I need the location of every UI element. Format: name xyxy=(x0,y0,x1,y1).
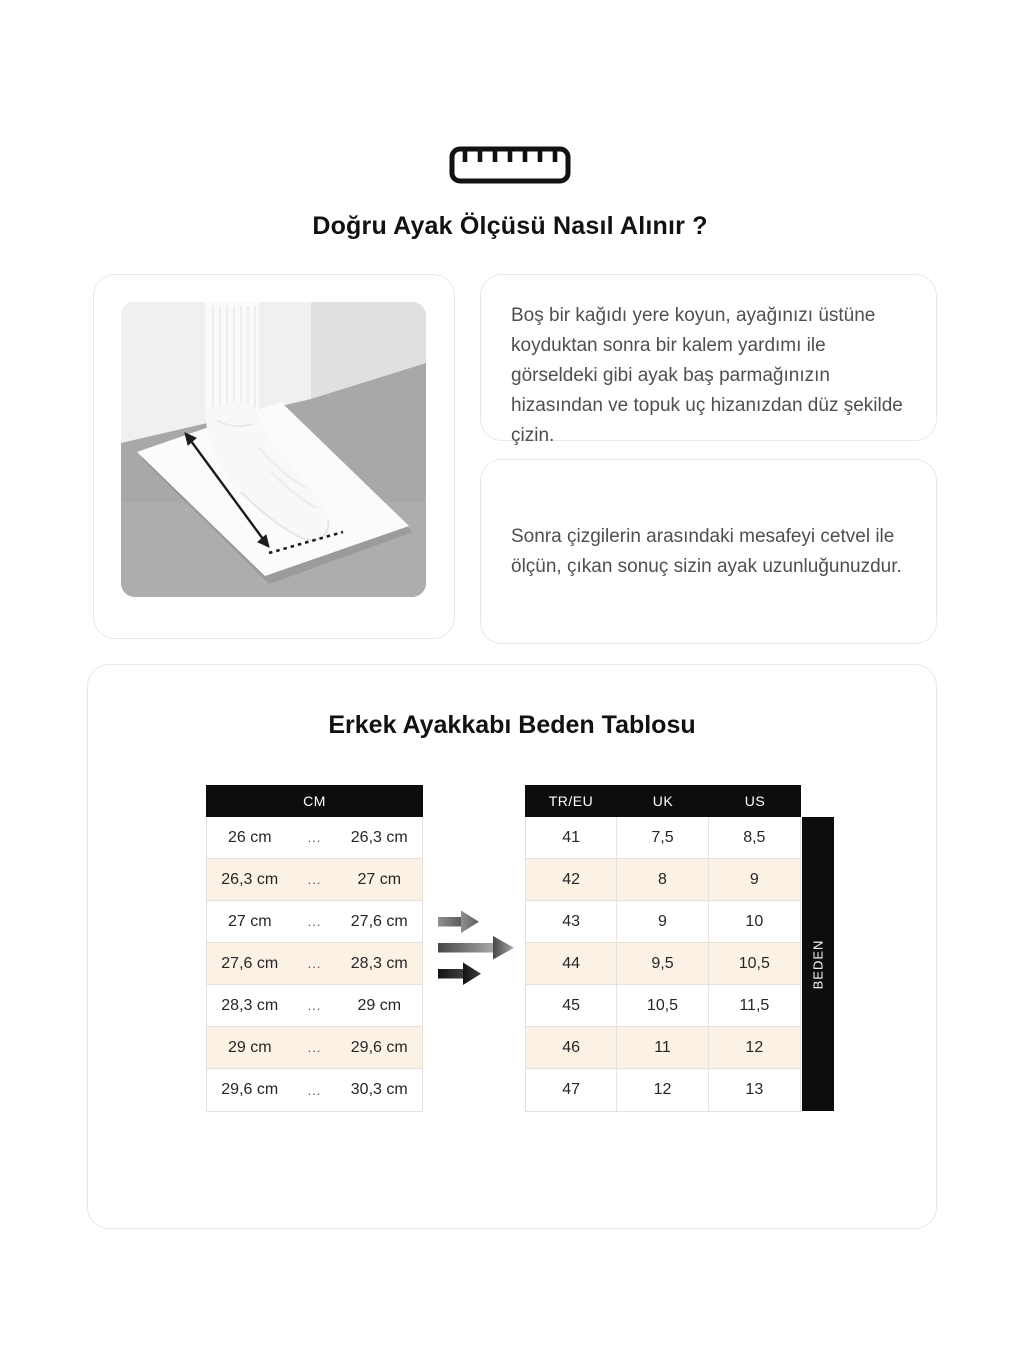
size-table-row xyxy=(526,901,800,943)
cm-cell: ... xyxy=(307,1040,322,1055)
instruction-step-1 xyxy=(480,274,937,446)
size-cell: 8,5 xyxy=(743,828,766,846)
size-cell: 41 xyxy=(526,817,617,858)
size-table-row xyxy=(526,943,800,985)
header-us: US xyxy=(744,793,766,809)
cm-header-label: CM xyxy=(303,793,326,809)
size-table-row xyxy=(526,859,800,901)
size-table-title: Erkek Ayakkabı Beden Tablosu xyxy=(328,711,696,739)
foot-measurement-card xyxy=(93,274,455,639)
instruction-step-2-text: Sonra çizgilerin arasındaki mesafeyi cetvel ile ölçün, çıkan sonuç sizin ayak uzunluğunuzdur. xyxy=(511,525,902,577)
cm-cell: ... xyxy=(307,998,322,1013)
size-cell: 12 xyxy=(745,1038,764,1056)
beden-label: BEDEN xyxy=(810,939,826,989)
cm-cell: 27,6 cm xyxy=(221,954,279,972)
size-cell: 44 xyxy=(526,943,617,984)
header-tr-eu: TR/EU xyxy=(548,793,594,809)
size-cell: 10,5 xyxy=(617,985,708,1026)
cm-table-row xyxy=(207,817,422,859)
ruler-icon xyxy=(449,146,571,184)
cm-cell: ... xyxy=(307,914,322,929)
cm-cell: 26,3 cm xyxy=(221,870,279,888)
size-table-row xyxy=(526,985,800,1027)
cm-cell: 27 cm xyxy=(227,912,272,930)
cm-table-header xyxy=(206,785,423,817)
size-cell: 10 xyxy=(745,912,764,930)
cm-table-rows xyxy=(206,817,423,1112)
cm-cell: 27 cm xyxy=(357,870,402,888)
size-table-row xyxy=(526,1069,800,1111)
size-cell: 10,5 xyxy=(738,954,770,972)
size-cell: 45 xyxy=(526,985,617,1026)
instruction-text-column xyxy=(480,274,937,644)
size-table-header xyxy=(525,785,801,817)
cm-cell: 29,6 cm xyxy=(350,1038,408,1056)
size-cell: 11 xyxy=(617,1027,708,1068)
beden-label-bar xyxy=(802,817,834,1111)
size-cell: 43 xyxy=(526,901,617,942)
header-uk: UK xyxy=(652,793,674,809)
instructions-section xyxy=(93,274,937,644)
size-table-row xyxy=(526,817,800,859)
cm-cell: 26 cm xyxy=(227,828,272,846)
cm-table-row xyxy=(207,1069,422,1111)
size-cell: 12 xyxy=(617,1069,708,1111)
cm-cell: 29 cm xyxy=(357,996,402,1014)
cm-table-row xyxy=(207,943,422,985)
cm-cell: ... xyxy=(307,956,322,971)
size-table-row xyxy=(526,1027,800,1069)
size-cell: 13 xyxy=(745,1081,764,1098)
size-table xyxy=(525,785,801,1112)
cm-cell: 26,3 cm xyxy=(350,828,408,846)
size-cell: 9,5 xyxy=(617,943,708,984)
size-cell: 9 xyxy=(617,901,708,942)
cm-table-row xyxy=(207,859,422,901)
size-cell: 8 xyxy=(617,859,708,900)
size-cell: 46 xyxy=(526,1027,617,1068)
page-title: Doğru Ayak Ölçüsü Nasıl Alınır ? xyxy=(312,212,708,240)
cm-cell: 28,3 cm xyxy=(221,996,279,1014)
cm-cell: ... xyxy=(307,1082,322,1098)
size-cell: 11,5 xyxy=(739,996,770,1014)
size-cell: 9 xyxy=(749,870,759,888)
cm-cell: 30,3 cm xyxy=(350,1081,408,1098)
cm-cell: ... xyxy=(307,872,322,887)
cm-cell: 28,3 cm xyxy=(350,954,408,972)
cm-table xyxy=(206,785,423,1112)
size-cell: 42 xyxy=(526,859,617,900)
size-cell: 47 xyxy=(526,1069,617,1111)
cm-cell: ... xyxy=(307,830,322,845)
cm-table-row xyxy=(207,1027,422,1069)
instruction-step-2 xyxy=(480,459,937,644)
cm-table-row xyxy=(207,985,422,1027)
size-table-card xyxy=(87,664,937,1229)
foot-measurement-image xyxy=(121,302,426,597)
cm-cell: 29,6 cm xyxy=(221,1081,279,1098)
instruction-step-1-text: Boş bir kağıdı yere koyun, ayağınızı üstüne koyduktan sonra bir kalem yardımı ile görseldeki gibi ayak baş parmağınızın hizasından ve topuk uç hizanızdan düz şekilde çizin. xyxy=(511,305,903,446)
size-cell: 7,5 xyxy=(617,817,708,858)
cm-cell: 27,6 cm xyxy=(350,912,408,930)
ruler-icon-wrap xyxy=(0,0,1020,184)
cm-table-row xyxy=(207,901,422,943)
cm-cell: 29 cm xyxy=(227,1038,272,1056)
size-table-rows xyxy=(525,817,801,1112)
